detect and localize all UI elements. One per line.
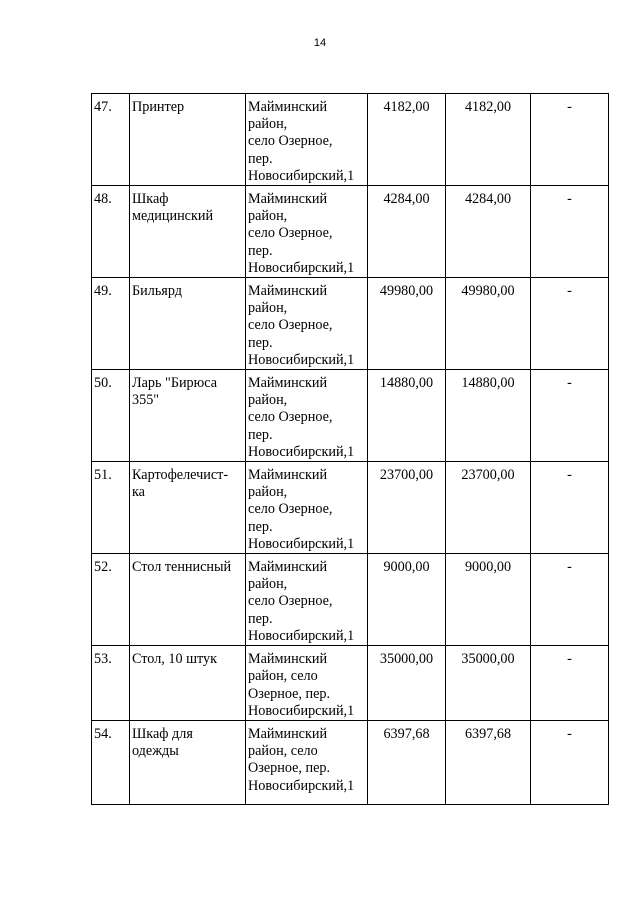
address-line: Майминский [248, 725, 328, 742]
address-cell [246, 370, 368, 462]
address-cell [246, 646, 368, 721]
note-cell: - [531, 278, 609, 370]
note-cell: - [531, 94, 609, 186]
address-cell [246, 720, 368, 804]
page-number: 14 [313, 37, 327, 49]
address-line: Майминский [248, 651, 328, 668]
row-number: 49. [92, 278, 130, 370]
book-value: 4182,00 [368, 94, 446, 186]
address-line: пер. [248, 426, 273, 443]
row-number: 50. [92, 370, 130, 462]
address-cell [246, 94, 368, 186]
address-line: пер. [248, 334, 273, 351]
item-name-cell [130, 278, 246, 370]
address-line: Новосибирский,1 [248, 259, 355, 276]
residual-value: 6397,68 [446, 720, 531, 804]
address-line: Майминский [248, 375, 328, 392]
item-name: Шкаф [132, 191, 169, 208]
item-name-cell [130, 554, 246, 646]
address-line: район, [248, 484, 288, 501]
note-cell: - [531, 370, 609, 462]
item-name: ка [132, 484, 145, 501]
item-name: Шкаф для [132, 725, 193, 742]
item-name: Ларь "Бирюса [132, 375, 218, 392]
residual-value: 4284,00 [446, 186, 531, 278]
address-line: район, село [248, 668, 318, 685]
address-cell [246, 554, 368, 646]
book-value: 49980,00 [368, 278, 446, 370]
item-name: Стол теннисный [132, 559, 232, 576]
book-value: 14880,00 [368, 370, 446, 462]
address-line: село Озерное, [248, 409, 333, 426]
residual-value: 9000,00 [446, 554, 531, 646]
item-name: Картофелечист- [132, 467, 229, 484]
address-line: район, село [248, 743, 318, 760]
address-cell [246, 278, 368, 370]
address-line: Майминский [248, 99, 328, 115]
address-line: Новосибирский,1 [248, 351, 355, 368]
address-line: село Озерное, [248, 225, 333, 242]
residual-value: 4182,00 [446, 94, 531, 186]
address-line: Новосибирский,1 [248, 702, 355, 719]
book-value: 23700,00 [368, 462, 446, 554]
address-line: Майминский [248, 191, 328, 208]
address-line: село Озерное, [248, 501, 333, 518]
address-line: Новосибирский,1 [248, 443, 355, 460]
row-number: 47. [92, 94, 130, 186]
residual-value: 23700,00 [446, 462, 531, 554]
note-cell: - [531, 646, 609, 721]
address-line: район, [248, 392, 288, 409]
address-line: пер. [248, 150, 273, 167]
note-cell: - [531, 186, 609, 278]
item-name: одежды [132, 743, 179, 760]
table-row [92, 186, 609, 278]
address-line: район, [248, 116, 288, 133]
address-line: Озерное, пер. [248, 685, 331, 702]
table-row [92, 720, 609, 804]
note-cell: - [531, 554, 609, 646]
address-line: Новосибирский,1 [248, 167, 355, 184]
address-line: село Озерное, [248, 317, 333, 334]
item-name-cell [130, 186, 246, 278]
item-name: Принтер [132, 99, 185, 115]
item-name: 355" [132, 392, 160, 409]
address-line: Майминский [248, 559, 328, 576]
address-cell [246, 186, 368, 278]
residual-value: 14880,00 [446, 370, 531, 462]
address-line: Новосибирский,1 [248, 627, 355, 644]
item-name-cell [130, 720, 246, 804]
address-line: Майминский [248, 467, 328, 484]
residual-value: 35000,00 [446, 646, 531, 721]
address-line: пер. [248, 242, 273, 259]
row-number: 48. [92, 186, 130, 278]
item-name-cell [130, 462, 246, 554]
address-line: район, [248, 208, 288, 225]
row-number: 53. [92, 646, 130, 721]
row-number: 54. [92, 720, 130, 804]
book-value: 35000,00 [368, 646, 446, 721]
row-number: 51. [92, 462, 130, 554]
address-line: пер. [248, 518, 273, 535]
address-line: Майминский [248, 283, 328, 300]
address-line: район, [248, 300, 288, 317]
book-value: 4284,00 [368, 186, 446, 278]
item-name-cell [130, 370, 246, 462]
note-cell: - [531, 720, 609, 804]
table-row [92, 370, 609, 462]
address-line: Новосибирский,1 [248, 777, 355, 794]
table-row [92, 646, 609, 721]
address-line: Озерное, пер. [248, 760, 331, 777]
item-name: медицинский [132, 208, 214, 225]
address-line: село Озерное, [248, 593, 333, 610]
table-row [92, 94, 609, 186]
note-cell: - [531, 462, 609, 554]
item-name: Бильярд [132, 283, 182, 300]
item-name-cell [130, 94, 246, 186]
table-row [92, 554, 609, 646]
address-line: пер. [248, 610, 273, 627]
residual-value: 49980,00 [446, 278, 531, 370]
address-line: село Озерное, [248, 133, 333, 150]
inventory-table [91, 93, 609, 805]
address-cell [246, 462, 368, 554]
table-row [92, 278, 609, 370]
address-line: район, [248, 576, 288, 593]
row-number: 52. [92, 554, 130, 646]
book-value: 6397,68 [368, 720, 446, 804]
item-name-cell [130, 646, 246, 721]
item-name: Стол, 10 штук [132, 651, 218, 668]
table-row [92, 462, 609, 554]
address-line: Новосибирский,1 [248, 535, 355, 552]
book-value: 9000,00 [368, 554, 446, 646]
